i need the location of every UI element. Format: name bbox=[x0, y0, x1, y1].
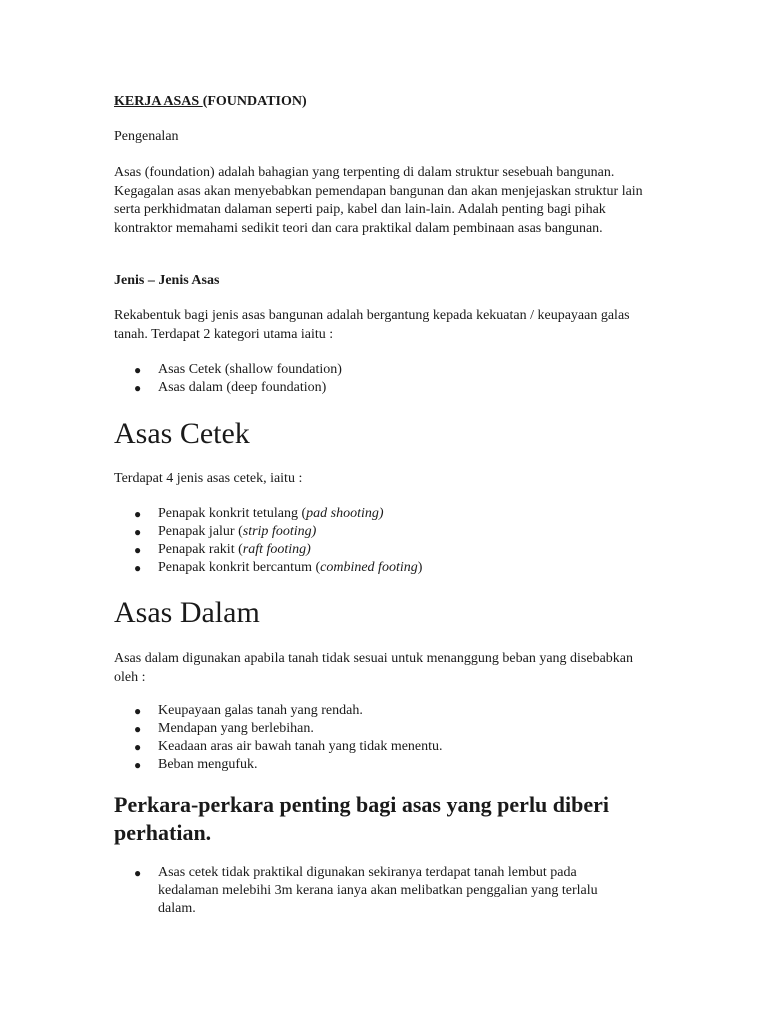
list-item-text: Penapak konkrit tetulang ( bbox=[158, 506, 307, 521]
list-item bbox=[114, 541, 422, 559]
asas-cetek-heading: Asas Cetek bbox=[114, 417, 250, 450]
bullet-icon: ● bbox=[134, 561, 142, 575]
list-item-italic: pad shooting) bbox=[306, 506, 384, 521]
bullet-icon: ● bbox=[134, 543, 142, 557]
intro-heading: Pengenalan bbox=[114, 129, 179, 144]
bullet-icon: ● bbox=[134, 722, 142, 736]
jenis-paragraph: Rekabentuk bagi jenis asas bangunan adalah bergantung kepada kekuatan / keupayaan galas tanah. Terdapat 2 kategori utama iaitu : bbox=[114, 308, 630, 342]
list-item bbox=[114, 720, 443, 738]
list-item-text: Penapak jalur ( bbox=[158, 524, 243, 539]
bullet-icon: ● bbox=[134, 507, 142, 521]
list-item bbox=[114, 361, 342, 379]
bullet-icon: ● bbox=[134, 381, 142, 395]
list-item-italic: strip footing) bbox=[242, 524, 317, 539]
list-item bbox=[114, 559, 422, 577]
bullet-icon: ● bbox=[134, 704, 142, 718]
document-title-underlined: KERJA ASAS bbox=[114, 94, 203, 109]
bullet-icon: ● bbox=[134, 525, 142, 539]
list-item bbox=[114, 756, 443, 774]
bullet-icon: ● bbox=[134, 866, 142, 880]
list-item-italic: raft footing) bbox=[242, 542, 311, 557]
kategori-list bbox=[114, 361, 342, 397]
document-title bbox=[114, 93, 307, 112]
dalam-list bbox=[114, 702, 443, 774]
list-item-text: Penapak rakit ( bbox=[158, 542, 243, 557]
list-item-text: Beban mengufuk. bbox=[158, 757, 258, 772]
cetek-list bbox=[114, 505, 422, 577]
perkara-heading: Perkara-perkara penting bagi asas yang perlu diberi perhatian. bbox=[114, 792, 610, 845]
list-item bbox=[114, 864, 634, 918]
list-item-text: Keadaan aras air bawah tanah yang tidak menentu. bbox=[158, 739, 443, 754]
list-item-text: Mendapan yang berlebihan. bbox=[158, 721, 314, 736]
asas-cetek-paragraph: Terdapat 4 jenis asas cetek, iaitu : bbox=[114, 471, 303, 486]
list-item-tail: ) bbox=[417, 560, 423, 575]
list-item bbox=[114, 702, 443, 720]
list-item-text: Penapak konkrit bercantum ( bbox=[158, 560, 321, 575]
list-item-text: Asas dalam (deep foundation) bbox=[158, 380, 327, 395]
document-title-rest: (FOUNDATION) bbox=[202, 94, 307, 109]
list-item bbox=[114, 523, 422, 541]
bullet-icon: ● bbox=[134, 363, 142, 377]
list-item-text: Asas cetek tidak praktikal digunakan sekiranya terdapat tanah lembut pada kedalaman melebihi 3m kerana ianya akan melibatkan penggalian yang terlalu dalam. bbox=[158, 865, 598, 916]
list-item bbox=[114, 505, 422, 523]
jenis-heading: Jenis – Jenis Asas bbox=[114, 273, 220, 288]
asas-dalam-paragraph: Asas dalam digunakan apabila tanah tidak sesuai untuk menanggung beban yang disebabkan oleh : bbox=[114, 651, 634, 685]
list-item-text: Asas Cetek (shallow foundation) bbox=[158, 362, 342, 377]
bullet-icon: ● bbox=[134, 740, 142, 754]
intro-paragraph: Asas (foundation) adalah bahagian yang terpenting di dalam struktur sesebuah bangunan. Kegagalan asas akan menyebabkan pemendapan bangunan dan akan menjejaskan struktur lain serta perkhidmatan dalaman seperti paip, kabel dan lain-lain. Adalah penting bagi pihak kontraktor memahami sedikit teori dan cara praktikal dalam pembinaan asas bangunan. bbox=[114, 165, 643, 236]
list-item bbox=[114, 738, 443, 756]
bullet-icon: ● bbox=[134, 758, 142, 772]
asas-dalam-heading: Asas Dalam bbox=[114, 596, 260, 629]
list-item-text: Keupayaan galas tanah yang rendah. bbox=[158, 703, 363, 718]
list-item bbox=[114, 379, 342, 397]
perkara-list bbox=[114, 864, 634, 918]
list-item-italic: combined footing bbox=[320, 560, 418, 575]
